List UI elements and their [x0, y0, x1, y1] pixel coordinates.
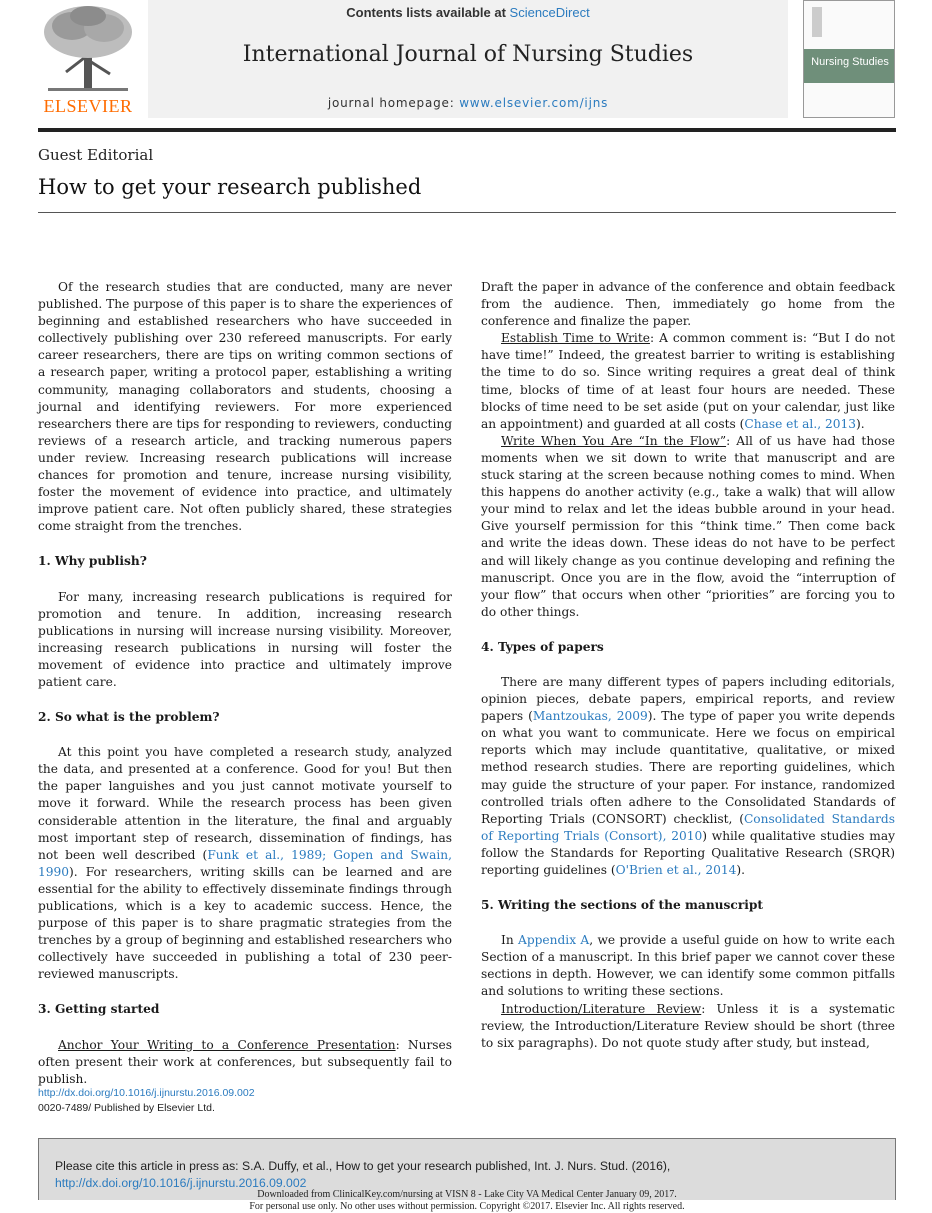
contents-prefix: Contents lists available at [346, 5, 510, 20]
paragraph-writing-sections [481, 932, 895, 1000]
doi-block [38, 1086, 255, 1116]
text-span: ). [736, 863, 746, 877]
copyright-line: For personal use only. No other uses without permission. Copyright ©2017. Elsevier Inc. All rights reserved. [249, 1201, 685, 1212]
text-span: : A common comment is: “But I do not have time!” Indeed, the greatest barrier to writing is establishing the time to do so. Since writing requires a great deal of think time, blocks of time of at least four hours are needed. These blocks of time need to be set aside (put on your calendar, just like an appointment) and guarded at all costs ( [481, 331, 895, 431]
citation-link[interactable]: O'Brien et al., 2014 [615, 863, 737, 877]
section-heading-problem: 2. So what is the problem? [38, 710, 220, 725]
paragraph-anchor-writing [38, 1037, 452, 1088]
citation-link[interactable]: Chase et al., 2013 [744, 416, 856, 431]
cover-title: Nursing Studies [811, 56, 889, 68]
citation-prefix: Please cite this article in press as: S.A. Duffy, et al., How to get your research published, Int. J. Nurs. Stud. (2016), [55, 1159, 671, 1173]
journal-cover-thumbnail[interactable] [803, 0, 895, 118]
contents-line [148, 5, 788, 20]
article-title: How to get your research published [38, 175, 422, 199]
section-heading-writing-sections: 5. Writing the sections of the manuscript [481, 898, 764, 913]
text-span: : Nurses often present their work at conferences, but subsequently fail to publish. [38, 1037, 452, 1086]
right-column [481, 279, 895, 1052]
header-divider [38, 128, 896, 132]
homepage-link[interactable]: www.elsevier.com/ijns [459, 96, 609, 110]
doi-link[interactable]: http://dx.doi.org/10.1016/j.ijnurstu.2016.09.002 [38, 1087, 255, 1099]
homepage-prefix: journal homepage: [327, 96, 460, 110]
paragraph-types-of-papers [481, 674, 895, 879]
citation-text [55, 1158, 885, 1192]
text-span: At this point you have completed a research study, analyzed the data, and presented at a conference. Good for you! But then the paper languishes and you just cannot motivate yourself to move it forward. While the research process has been given considerable attention in the literature, the final and arguably most important step of research, dissemination of findings, has not been well described ( [38, 745, 452, 862]
paragraph-continued: Draft the paper in advance of the conference and obtain feedback from the audience. Then, immediately go home from the conference and finalize the paper. [481, 280, 895, 329]
text-span: There are many different types of papers including editorials, opinion pieces, debate papers, empirical reports, and review papers ( [481, 674, 895, 724]
appendix-link[interactable]: Appendix A [518, 933, 590, 948]
left-column [38, 279, 452, 1088]
section-heading-types-of-papers: 4. Types of papers [481, 639, 604, 654]
elsevier-wordmark: ELSEVIER [43, 96, 133, 116]
paragraph-in-the-flow [481, 433, 895, 621]
citation-box [38, 1138, 896, 1212]
citation-link[interactable]: Funk et al., 1989; Gopen and Swain, 1990 [38, 847, 452, 879]
text-span: ). [855, 416, 865, 431]
paragraph-problem [38, 744, 452, 983]
text-span: ) while qualitative studies may follow the Standards for Reporting Qualitative Research (SRQR) reporting guidelines ( [481, 828, 895, 877]
citation-doi-link[interactable]: http://dx.doi.org/10.1016/j.ijnurstu.2016.09.002 [55, 1176, 307, 1190]
subheading-introduction: Introduction/Literature Review [501, 1001, 702, 1016]
subheading-establish-time: Establish Time to Write [501, 331, 650, 346]
subheading-anchor-writing: Anchor Your Writing to a Conference Presentation [58, 1037, 396, 1052]
download-notice [39, 1189, 895, 1213]
section-heading-why-publish: 1. Why publish? [38, 554, 147, 569]
cover-strip [812, 7, 822, 37]
download-line: Downloaded from ClinicalKey.com/nursing at VISN 8 - Lake City VA Medical Center January 09, 2017. [257, 1189, 677, 1200]
journal-homepage [148, 96, 788, 110]
text-span: , we provide a useful guide on how to write each Section of a manuscript. In this brief paper we cannot cover these sections in depth. However, we can identify some common pitfalls and solutions to writing these sections. [481, 933, 895, 999]
text-span: : All of us have had those moments when we sit down to write that manuscript and are stuck staring at the screen because nothing comes to mind. When this happens do another activity (e.g., take a walk) that will allow your mind to relax and let the ideas bubble around in your head. Give yourself permission for this “think time.” Then come back and write the ideas down. These ideas do not have to be perfect and will likely change as you continue developing and refining the manuscript. Once you are in the flow, avoid the “interruption of your flow” that occurs when other “priorities” are forcing you to do other things. [481, 433, 895, 619]
text-span: ). The type of paper you write depends on what you want to communicate. Here we focus on empirical reports which may include quantitative, qualitative, or mixed method research studies. There are reporting guidelines, which may guide the structure of your paper. For instance, randomized controlled trials often adhere to the Consolidated Standards of Reporting Trials (CONSORT) checklist, ( [481, 709, 895, 826]
text-span: In [501, 933, 519, 948]
abstract-paragraph: Of the research studies that are conducted, many are never published. The purpose of this paper is to share the experiences of beginning and established researchers who have succeeded in collectively publishing over 230 refereed manuscripts. For early career researchers, there are tips on writing common sections of a research paper, writing a protocol paper, establishing a writing community, managing collaborators and students, choosing a journal and identifying reviewers. For more experienced researchers there are tips for responding to reviewers, conducting reviews of a research article, and tracking numerous papers under review. Increasing research publications will increase chances for promotion and tenure, increase nursing visibility, foster the movement of evidence into practice, and ultimately improve patient care. Not often publicly shared, these strategies come straight from the trenches. [38, 280, 452, 534]
article-type: Guest Editorial [38, 146, 154, 164]
tree-logo-icon [38, 0, 138, 96]
journal-header [38, 0, 896, 130]
citation-link[interactable]: Mantzoukas, 2009 [532, 709, 648, 724]
paragraph-introduction [481, 1001, 895, 1052]
title-divider [38, 212, 896, 213]
journal-title: International Journal of Nursing Studies [242, 42, 694, 67]
text-span: ). For researchers, writing skills can be learned and are essential for the ability to effectively disseminate findings through publications, which is a key to academic success. Hence, the purpose of this paper is to share pragmatic strategies from the trenches by a group of beginning and established researchers who collectively have succeeded in publishing a total of 230 peer-reviewed manuscripts. [38, 864, 452, 982]
citation-link[interactable]: Consolidated Standards of Reporting Trials (Consort), 2010 [481, 811, 895, 843]
text-span: : Unless it is a systematic review, the Introduction/Literature Review should be short (three to six paragraphs). Do not quote study after study, but instead, [481, 1001, 895, 1050]
issn-line: 0020-7489/ Published by Elsevier Ltd. [38, 1102, 215, 1114]
paragraph-why-publish: For many, increasing research publications is required for promotion and tenure. In addition, increasing research publications in nursing will increase nursing visibility. Moreover, increasing research publications in nursing will foster the movement of evidence into practice and ultimately improve patient care. [38, 589, 452, 689]
paragraph-establish-time [481, 330, 895, 433]
sciencedirect-link[interactable]: ScienceDirect [509, 5, 590, 20]
section-heading-getting-started: 3. Getting started [38, 1002, 160, 1017]
subheading-in-the-flow: Write When You Are “In the Flow” [501, 433, 727, 448]
masthead [148, 0, 788, 118]
publisher-logo[interactable] [38, 0, 138, 118]
